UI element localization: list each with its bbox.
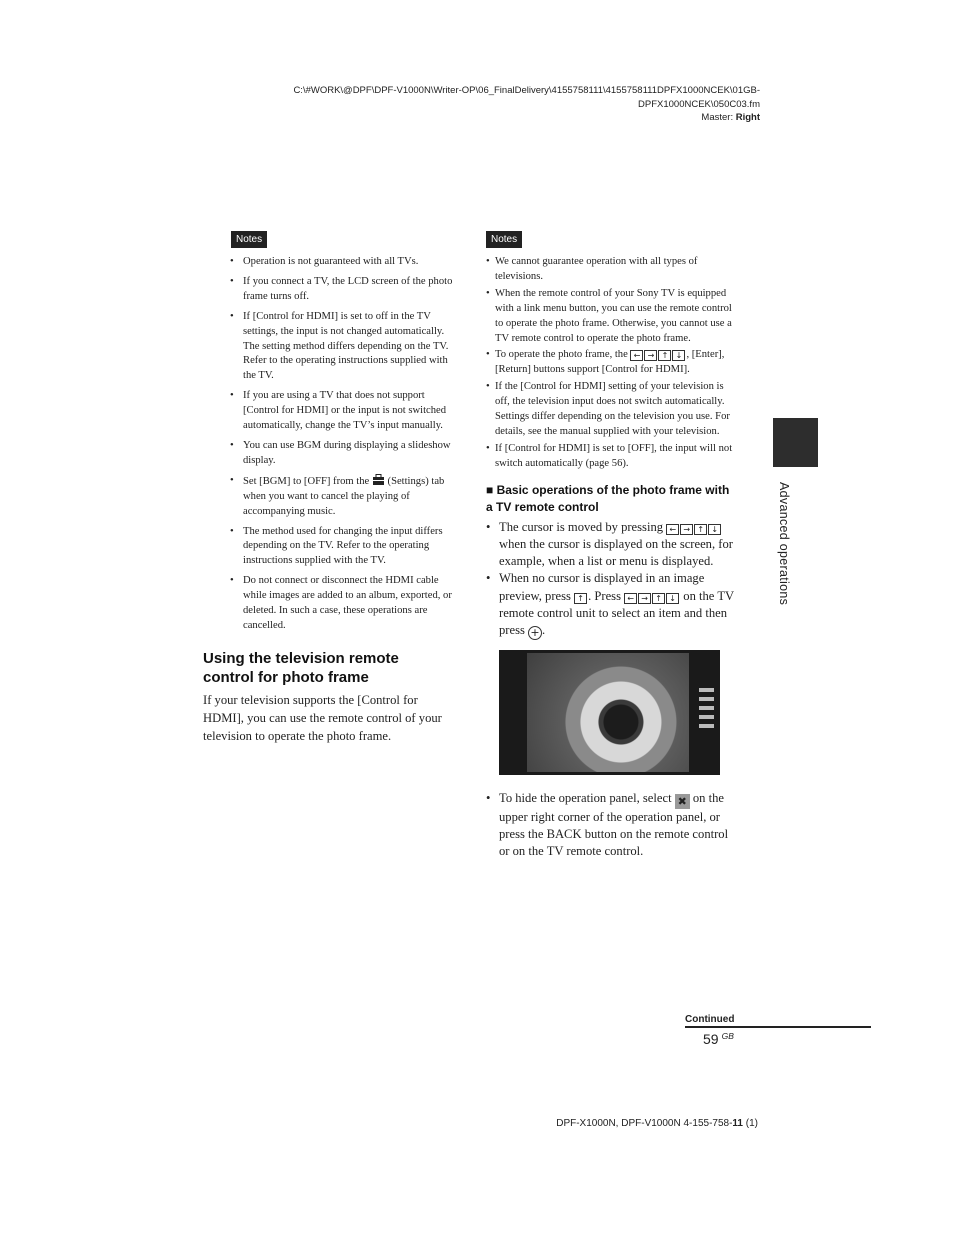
list-item <box>486 570 738 640</box>
item-text: To hide the operation panel, select <box>499 790 675 805</box>
page-number-value: 59 <box>703 1031 719 1047</box>
arrow-down-icon: ↓ <box>672 350 685 361</box>
arrow-left-icon: ← <box>624 593 637 604</box>
close-panel-icon: ✖ <box>675 794 690 809</box>
right-column <box>486 229 738 861</box>
list-item: • We cannot guarantee operation with all types of televisions. <box>486 255 738 285</box>
arrow-up-icon: ↑ <box>652 593 665 604</box>
item-text: When no cursor is displayed in an image preview, press <box>499 571 705 603</box>
page-number-suffix: GB <box>721 1031 734 1041</box>
list-item: • Operation is not guaranteed with all TVs. <box>203 255 453 270</box>
list-item: • If [Control for HDMI] is set to [OFF], the input will not switch automatically (page 56). <box>486 442 738 472</box>
list-item: • If the [Control for HDMI] setting of your television is off, the television input does not switch automatically. Settings differ depending on the television you use. For details, see the manual supplied with your television. <box>486 380 738 440</box>
enter-circle-icon: + <box>528 626 542 640</box>
path-line-1: C:\#WORK\@DPF\DPF-V1000N\Writer-OP\06_FinalDelivery\4155758111\4155758111DPFX1000NCEK\01GB- <box>293 85 760 96</box>
notes-badge: Notes <box>486 231 522 248</box>
list-item: • If you connect a TV, the LCD screen of the photo frame turns off. <box>203 275 453 305</box>
master-value: Right <box>735 112 760 123</box>
arrow-down-icon: ↓ <box>666 593 679 604</box>
toolbox-icon <box>372 474 385 486</box>
continued-rule <box>685 1026 871 1028</box>
sunflower-image <box>527 653 689 772</box>
notes-badge: Notes <box>231 231 267 248</box>
path-line-2: DPFX1000NCEK\050C03.fm <box>638 98 760 110</box>
note-text: (Settings) tab when you want to cancel the playing of accompanying music. <box>243 475 445 517</box>
list-item <box>486 790 738 861</box>
note-text: Set [BGM] to [OFF] from the <box>243 475 372 487</box>
master-line <box>240 111 760 125</box>
item-text: . <box>542 622 546 637</box>
operations-list-2 <box>486 790 738 861</box>
arrow-right-icon: → <box>644 350 657 361</box>
list-item <box>486 519 738 571</box>
list-item: • You can use BGM during displaying a slideshow display. <box>203 439 453 469</box>
tv-screen-illustration <box>499 650 720 775</box>
left-notes-list <box>203 255 453 634</box>
list-item <box>203 474 453 520</box>
section-body: If your television supports the [Control for HDMI], you can use the remote control of your television to operate the photo frame. <box>203 692 442 743</box>
operation-panel <box>697 688 717 740</box>
list-item: • If you are using a TV that does not support [Control for HDMI] or the input is not switched automatically, change the TV’s input manually. <box>203 389 453 434</box>
list-item: • When the remote control of your Sony TV is equipped with a link menu button, you can use the remote control to operate the photo frame. Otherwise, you cannot use a TV remote control to operate the photo frame. <box>486 287 738 347</box>
list-item: • Do not connect or disconnect the HDMI cable while images are added to an album, exported, or deleted. In such a case, these operations are cancelled. <box>203 574 453 634</box>
item-text: . Press <box>588 588 625 603</box>
master-label: Master: <box>701 112 736 123</box>
arrow-up-icon: ↑ <box>658 350 671 361</box>
note-text: , [Enter], [Return] buttons support [Control for HDMI]. <box>495 349 725 376</box>
list-item <box>486 348 738 378</box>
arrow-left-icon: ← <box>666 524 679 535</box>
continued-label: Continued <box>685 1014 735 1025</box>
footer-bold: 11 <box>732 1118 743 1129</box>
note-text: To operate the photo frame, the <box>495 349 631 361</box>
model-footer <box>556 1118 758 1129</box>
arrow-right-icon: → <box>638 593 651 604</box>
item-text: on the upper right corner of the operation panel, or press the BACK button on the remote control or on the TV remote control. <box>499 790 729 859</box>
item-text: The cursor is moved by pressing <box>499 519 667 534</box>
right-notes-list <box>486 255 738 472</box>
arrow-left-icon: ← <box>630 350 643 361</box>
item-text: on the TV remote control unit to select an item and then press <box>499 588 734 637</box>
list-item: • The method used for changing the input differs depending on the TV. Refer to the operating instructions supplied with the TV. <box>203 525 453 570</box>
section-title: Using the television remote control for photo frame <box>203 649 399 686</box>
arrow-right-icon: → <box>680 524 693 535</box>
page-number <box>703 1031 734 1047</box>
file-path-header <box>240 84 760 125</box>
arrow-down-icon: ↓ <box>708 524 721 535</box>
item-text: when the cursor is displayed on the screen, for example, when a list or menu is displayed. <box>499 536 733 569</box>
footer-model: DPF-X1000N, DPF-V1000N 4-155-758- <box>556 1118 733 1129</box>
left-column <box>203 229 453 745</box>
footer-tail: (1) <box>743 1118 758 1129</box>
arrow-up-icon: ↑ <box>574 593 587 604</box>
section-tab-marker <box>773 418 818 467</box>
list-item: • If [Control for HDMI] is set to off in the TV settings, the input is not changed automatically. The setting method differs depending on the TV. Refer to the operating instructions supplied with the TV. <box>203 310 453 385</box>
arrow-up-icon: ↑ <box>694 524 707 535</box>
operations-list <box>486 519 738 640</box>
section-tab-label: Advanced operations <box>777 482 791 606</box>
sub-heading: ■ Basic operations of the photo frame with a TV remote control <box>486 482 730 514</box>
